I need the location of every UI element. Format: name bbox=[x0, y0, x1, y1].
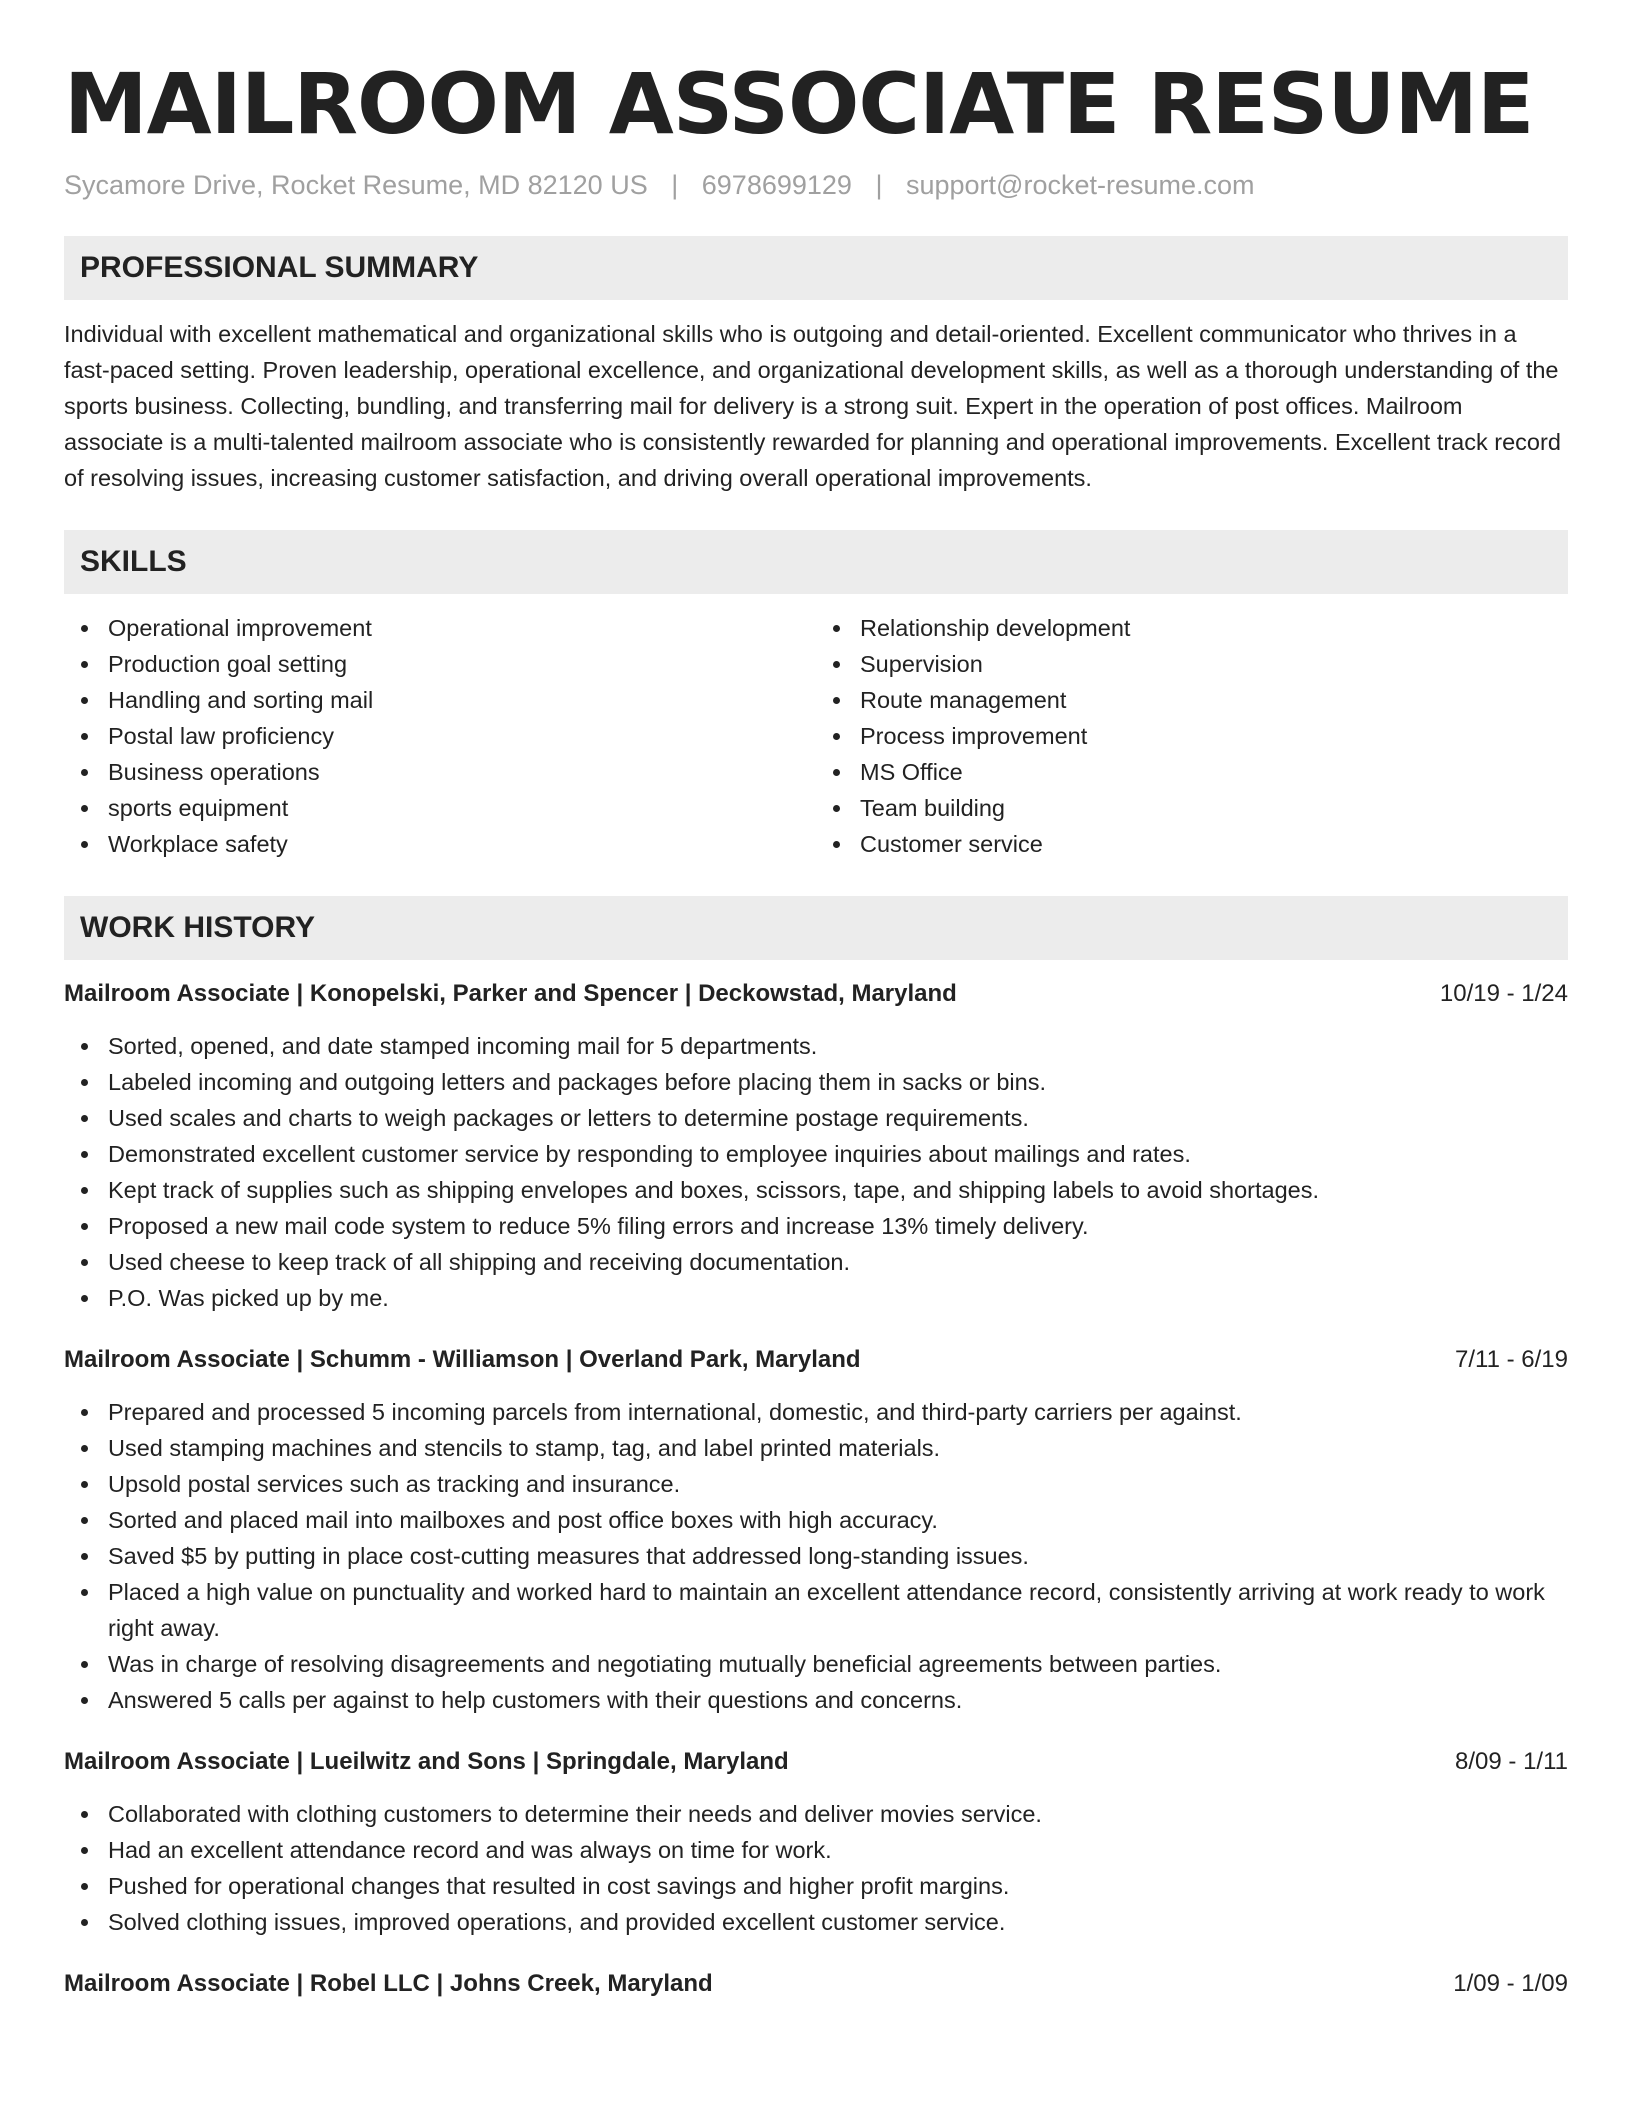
skills-column-right bbox=[816, 610, 1568, 862]
job-bullet: Collaborated with clothing customers to determine their needs and deliver movies service. bbox=[64, 1796, 1568, 1832]
contact-phone: 6978699129 bbox=[701, 170, 852, 200]
job-entry bbox=[64, 1342, 1568, 1718]
job-bullet: Prepared and processed 5 incoming parcels from international, domestic, and third-party carriers per against. bbox=[64, 1394, 1568, 1430]
skill-item: Business operations bbox=[64, 754, 816, 790]
job-entry bbox=[64, 976, 1568, 1316]
skill-item: Production goal setting bbox=[64, 646, 816, 682]
skills-column-left bbox=[64, 610, 816, 862]
skill-item: Customer service bbox=[816, 826, 1568, 862]
skills-list bbox=[64, 610, 1568, 862]
skill-item: Process improvement bbox=[816, 718, 1568, 754]
job-bullet: Was in charge of resolving disagreements and negotiating mutually beneficial agreements between parties. bbox=[64, 1646, 1568, 1682]
job-dates: 1/09 - 1/09 bbox=[1453, 1970, 1568, 1997]
contact-separator: | bbox=[671, 170, 679, 200]
skill-item: Route management bbox=[816, 682, 1568, 718]
skill-item: Handling and sorting mail bbox=[64, 682, 816, 718]
job-bullet: Pushed for operational changes that resulted in cost savings and higher profit margins. bbox=[64, 1868, 1568, 1904]
job-bullet: Saved $5 by putting in place cost-cutting measures that addressed long-standing issues. bbox=[64, 1538, 1568, 1574]
job-bullet: Used scales and charts to weigh packages or letters to determine postage requirements. bbox=[64, 1100, 1568, 1136]
skill-item: Supervision bbox=[816, 646, 1568, 682]
skill-item: Postal law proficiency bbox=[64, 718, 816, 754]
job-header bbox=[64, 1966, 1568, 2002]
resume-title: MAILROOM ASSOCIATE RESUME bbox=[64, 55, 1534, 153]
job-title: Mailroom Associate | Konopelski, Parker and Spencer | Deckowstad, Maryland bbox=[64, 980, 957, 1007]
job-bullet: Used cheese to keep track of all shipping and receiving documentation. bbox=[64, 1244, 1568, 1280]
job-bullet: Had an excellent attendance record and was always on time for work. bbox=[64, 1832, 1568, 1868]
skill-item: Team building bbox=[816, 790, 1568, 826]
contact-separator: | bbox=[875, 170, 883, 200]
job-title: Mailroom Associate | Lueilwitz and Sons | Springdale, Maryland bbox=[64, 1748, 789, 1775]
contact-email: support@rocket-resume.com bbox=[905, 170, 1255, 200]
job-dates: 10/19 - 1/24 bbox=[1439, 980, 1568, 1007]
job-title: Mailroom Associate | Schumm - Williamson | Overland Park, Maryland bbox=[64, 1346, 861, 1373]
section-header-skills: SKILLS bbox=[64, 530, 1568, 594]
contact-line bbox=[64, 168, 1568, 202]
skill-item: sports equipment bbox=[64, 790, 816, 826]
job-header bbox=[64, 1744, 1568, 1780]
job-bullet: Labeled incoming and outgoing letters and packages before placing them in sacks or bins. bbox=[64, 1064, 1568, 1100]
job-bullet: Proposed a new mail code system to reduce 5% filing errors and increase 13% timely delivery. bbox=[64, 1208, 1568, 1244]
job-bullet: P.O. Was picked up by me. bbox=[64, 1280, 1568, 1316]
summary-text: Individual with excellent mathematical and organizational skills who is outgoing and detail-oriented. Excellent communicator who thrives in a fast-paced setting. Proven leadership, operational excellence, and organizational development skills, as well as a thorough understanding of the sports business. Collecting, bundling, and transferring mail for delivery is a strong suit. Expert in the operation of post offices. Mailroom associate is a multi-talented mailroom associate who is consistently rewarded for planning and operational improvements. Excellent track record of resolving issues, increasing customer satisfaction, and driving overall operational improvements. bbox=[64, 321, 1561, 491]
skill-item: MS Office bbox=[816, 754, 1568, 790]
job-bullets bbox=[64, 1028, 1568, 1316]
contact-address: Sycamore Drive, Rocket Resume, MD 82120 US bbox=[64, 170, 648, 200]
job-bullet: Used stamping machines and stencils to stamp, tag, and label printed materials. bbox=[64, 1430, 1568, 1466]
job-bullets bbox=[64, 1796, 1568, 1940]
job-bullet: Upsold postal services such as tracking and insurance. bbox=[64, 1466, 1568, 1502]
skill-item: Relationship development bbox=[816, 610, 1568, 646]
job-header bbox=[64, 1342, 1568, 1378]
job-dates: 7/11 - 6/19 bbox=[1455, 1346, 1568, 1373]
job-dates: 8/09 - 1/11 bbox=[1455, 1748, 1568, 1775]
job-entry bbox=[64, 1744, 1568, 1940]
section-header-summary: PROFESSIONAL SUMMARY bbox=[64, 236, 1568, 300]
section-header-work-history: WORK HISTORY bbox=[64, 896, 1568, 960]
job-bullets bbox=[64, 1394, 1568, 1718]
job-header bbox=[64, 976, 1568, 1012]
job-bullet: Kept track of supplies such as shipping envelopes and boxes, scissors, tape, and shipping labels to avoid shortages. bbox=[64, 1172, 1568, 1208]
job-bullet: Placed a high value on punctuality and worked hard to maintain an excellent attendance record, consistently arriving at work ready to work right away. bbox=[64, 1574, 1568, 1646]
job-bullet: Demonstrated excellent customer service by responding to employee inquiries about mailings and rates. bbox=[64, 1136, 1568, 1172]
job-entry bbox=[64, 1966, 1568, 2002]
job-bullet: Sorted and placed mail into mailboxes and post office boxes with high accuracy. bbox=[64, 1502, 1568, 1538]
job-title: Mailroom Associate | Robel LLC | Johns Creek, Maryland bbox=[64, 1970, 713, 1997]
skill-item: Workplace safety bbox=[64, 826, 816, 862]
skill-item: Operational improvement bbox=[64, 610, 816, 646]
job-bullet: Solved clothing issues, improved operations, and provided excellent customer service. bbox=[64, 1904, 1568, 1940]
job-bullet: Answered 5 calls per against to help customers with their questions and concerns. bbox=[64, 1682, 1568, 1718]
job-bullet: Sorted, opened, and date stamped incoming mail for 5 departments. bbox=[64, 1028, 1568, 1064]
